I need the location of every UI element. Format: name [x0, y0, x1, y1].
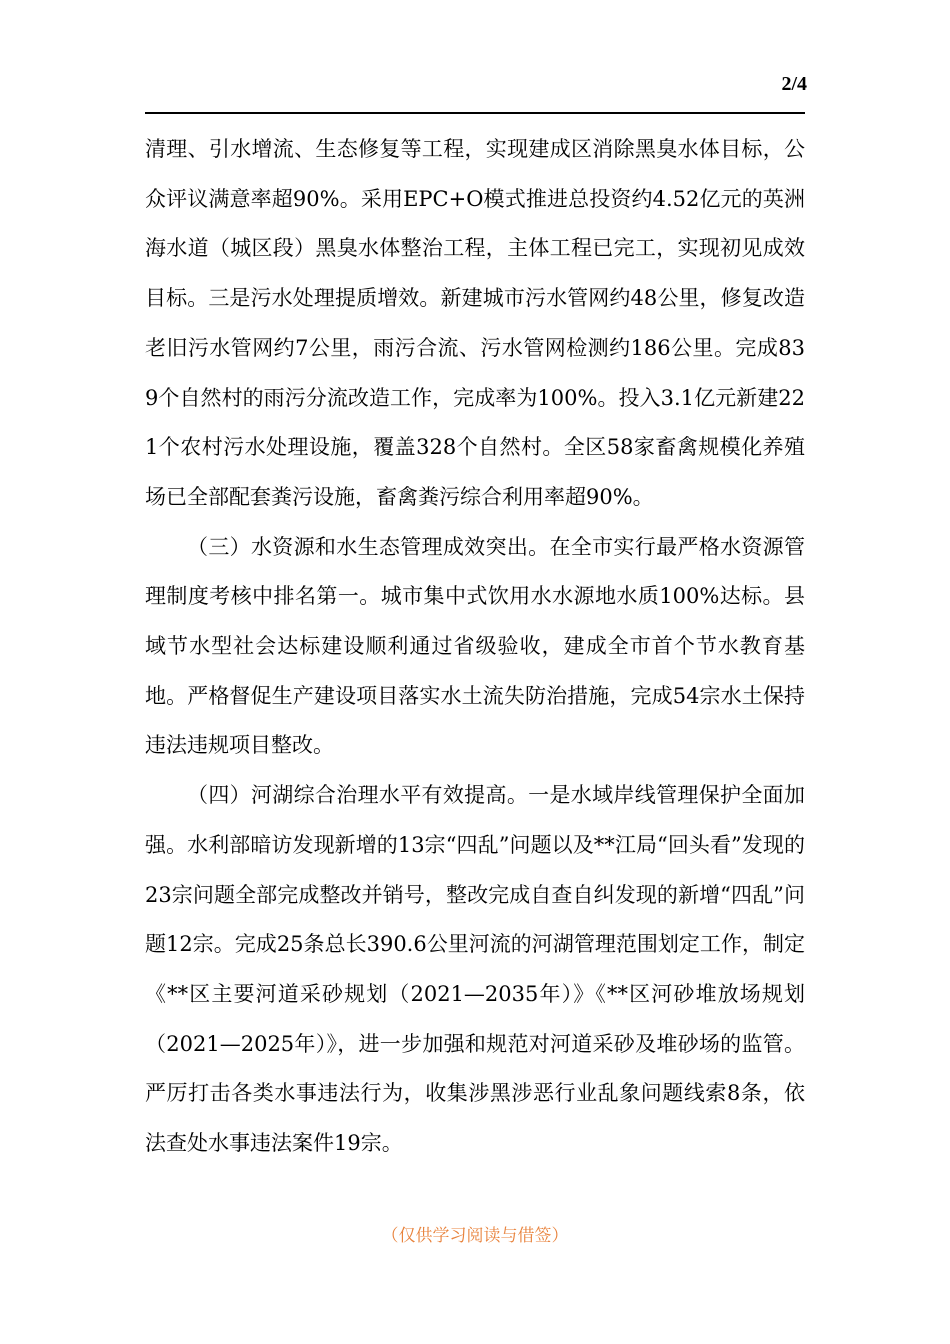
- page-number: 2/4: [781, 73, 807, 95]
- document-body: [145, 125, 805, 1169]
- footer-note: （仅供学习阅读与借签）: [381, 1226, 569, 1246]
- paragraph-continued: 清理、引水增流、生态修复等工程，实现建成区消除黑臭水体目标，公众评议满意率超90%。采用EPC+O模式推进总投资约4.52亿元的英洲海水道（城区段）黑臭水体整治工程，主体工程已完工，实现初见成效目标。三是污水处理提质增效。新建城市污水管网约48公里，修复改造老旧污水管网约7公里，雨污合流、污水管网检测约186公里。完成839个自然村的雨污分流改造工作，完成率为100%。投入3.1亿元新建221个农村污水处理设施，覆盖328个自然村。全区58家畜禽规模化养殖场已全部配套粪污设施，畜禽粪污综合利用率超90%。: [145, 137, 805, 509]
- paragraph-section-4: （四）河湖综合治理水平有效提高。一是水域岸线管理保护全面加强。水利部暗访发现新增的13宗“四乱”问题以及**江局“回头看”发现的23宗问题全部完成整改并销号，整改完成自查自纠发现的新增“四乱”问题12宗。完成25条总长390.6公里河流的河湖管理范围划定工作，制定《**区主要河道采砂规划（2021—2035年）》《**区河砂堆放场规划（2021—2025年）》，进一步加强和规范对河道采砂及堆砂场的监管。严厉打击各类水事违法行为，收集涉黑涉恶行业乱象问题线索8条，依法查处水事违法案件19宗。: [145, 783, 805, 1156]
- paragraph-section-3: （三）水资源和水生态管理成效突出。在全市实行最严格水资源管理制度考核中排名第一。城市集中式饮用水水源地水质100%达标。县域节水型社会达标建设顺利通过省级验收，建成全市首个节水教育基地。严格督促生产建设项目落实水土流失防治措施，完成54宗水土保持违法违规项目整改。: [145, 534, 805, 758]
- header-divider: [145, 112, 805, 114]
